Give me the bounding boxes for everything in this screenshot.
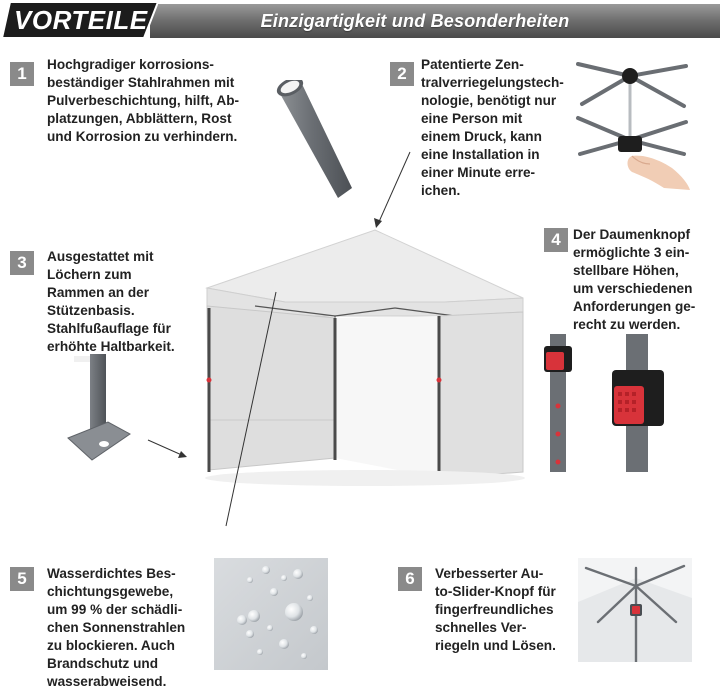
feature-4-line: recht zu werden. [573, 317, 681, 332]
feature-text-6 [435, 565, 580, 655]
feature-1-line: beständiger Stahlrahmen mit [47, 75, 235, 90]
feature-3-line: Stahlfußauflage für [47, 321, 171, 336]
feature-1-line: Pulverbeschichtung, hilft, Ab- [47, 93, 240, 108]
feature-2-line: Patentierte Zen- [421, 57, 524, 72]
feature-2-line: eine Installation in [421, 147, 540, 162]
feature-2-line: einer Minute erre- [421, 165, 536, 180]
feature-4-line: stellbare Höhen, [573, 263, 679, 278]
feature-3-line: Stützenbasis. [47, 303, 135, 318]
feature-number-3: 3 [10, 251, 34, 275]
feature-3-line: Löchern zum [47, 267, 132, 282]
feature-6-line: Verbesserter Au- [435, 566, 544, 581]
thumb-button-large-image [608, 334, 668, 474]
feature-4-line: um verschiedenen [573, 281, 693, 296]
feature-text-3 [47, 248, 217, 356]
feature-6-line: schnelles Ver- [435, 620, 527, 635]
feature-5-line: zu blockieren. Auch [47, 638, 175, 653]
feature-number-2: 2 [390, 62, 414, 86]
feature-4-line: Anforderungen ge- [573, 299, 696, 314]
auto-slider-knob-image [578, 558, 692, 662]
feature-number-6: 6 [398, 567, 422, 591]
feature-2-line: einem Druck, kann [421, 129, 542, 144]
feature-5-line: Wasserdichtes Bes- [47, 566, 176, 581]
feature-5-line: chichtungsgewebe, [47, 584, 174, 599]
header-title: Einzigartigkeit und Besonderheiten [260, 11, 570, 31]
feature-text-5 [47, 565, 217, 691]
feature-2-line: ichen. [421, 183, 461, 198]
thumb-button-small-image [540, 334, 576, 474]
header-badge-text: VORTEILE [14, 5, 148, 35]
feature-6-line: fingerfreundliches [435, 602, 554, 617]
feature-5-line: wasserabweisend. [47, 674, 167, 689]
feature-3-line: Ausgestattet mit [47, 249, 154, 264]
feature-1-line: Hochgradiger korrosions- [47, 57, 214, 72]
feature-number-1: 1 [10, 62, 34, 86]
feature-1-line: und Korrosion zu verhindern. [47, 129, 238, 144]
feature-2-line: nologie, benötigt nur [421, 93, 557, 108]
foot-plate-image [66, 352, 146, 464]
feature-6-line: riegeln und Lösen. [435, 638, 556, 653]
feature-5-line: Brandschutz und [47, 656, 159, 671]
feature-5-line: um 99 % der schädli- [47, 602, 183, 617]
feature-4-line: Der Daumenknopf [573, 227, 691, 242]
feature-3-line: Rammen an der [47, 285, 149, 300]
feature-number-4: 4 [544, 228, 568, 252]
feature-6-line: to-Slider-Knopf für [435, 584, 556, 599]
waterproof-fabric-image [214, 558, 328, 670]
feature-5-line: chen Sonnenstrahlen [47, 620, 186, 635]
feature-text-4 [573, 226, 713, 334]
feature-1-line: platzungen, Abblättern, Rost [47, 111, 232, 126]
feature-2-line: tralverriegelungstech- [421, 75, 564, 90]
feature-number-5: 5 [10, 567, 34, 591]
feature-4-line: ermöglichte 3 ein- [573, 245, 690, 260]
feature-3-line: erhöhte Haltbarkeit. [47, 339, 175, 354]
feature-2-line: eine Person mit [421, 111, 523, 126]
